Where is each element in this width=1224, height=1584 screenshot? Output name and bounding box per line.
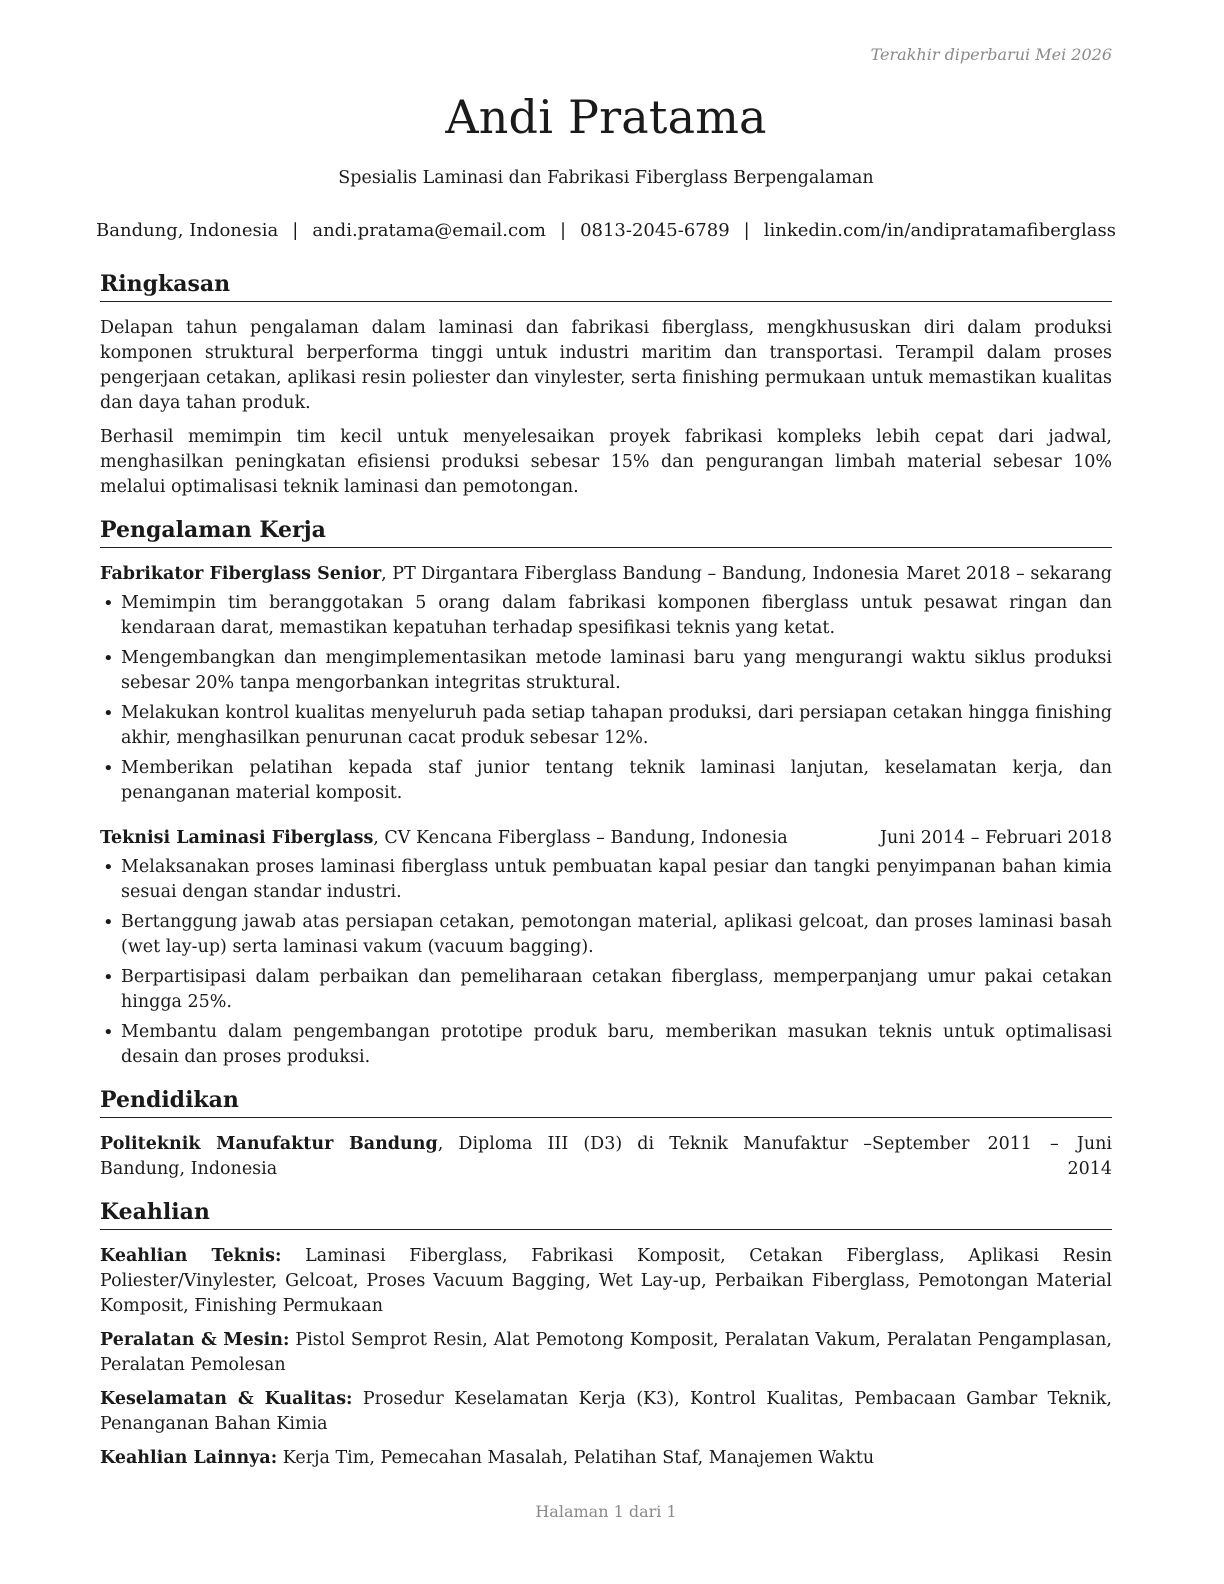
summary-section — [100, 268, 1112, 500]
section-heading: Pengalaman Kerja — [100, 514, 1112, 548]
experience-section — [100, 514, 1112, 1070]
section-heading: Pendidikan — [100, 1084, 1112, 1118]
contact-linkedin[interactable]: linkedin.com/in/andipratamafiberglass — [763, 220, 1116, 241]
contact-phone[interactable]: 0813-2045-6789 — [580, 220, 730, 241]
candidate-name: Andi Pratama — [445, 90, 767, 144]
job-header — [100, 562, 1112, 587]
job-bullet: • Melaksanakan proses laminasi fiberglass untuk pembuatan kapal pesiar dan tangki penyimpanan bahan kimia sesuai dengan standar industri. — [100, 855, 1112, 905]
job-role — [100, 562, 899, 587]
job-bullet: • Mengembangkan dan mengimplementasikan metode laminasi baru yang mengurangi waktu siklus produksi sebesar 20% tanpa mengorbankan integritas struktural. — [100, 646, 1112, 696]
job-title: Fabrikator Fiberglass Senior — [100, 564, 382, 584]
job-dates: Maret 2018 – sekarang — [906, 564, 1112, 584]
page-number: Halaman 1 dari 1 — [535, 1502, 677, 1521]
skill-list: Kerja Tim, Pemecahan Masalah, Pelatihan Staf, Manajemen Waktu — [277, 1448, 875, 1468]
job-bullets — [100, 591, 1112, 806]
job-header — [100, 826, 1112, 851]
contact-line — [0, 220, 1212, 241]
section-heading: Ringkasan — [100, 268, 1112, 302]
job-title: Teknisi Laminasi Fiberglass — [100, 828, 374, 848]
contact-separator: | — [559, 220, 567, 241]
skill-label: Peralatan & Mesin: — [100, 1330, 290, 1350]
skill-list: Pistol Semprot Resin, Alat Pemotong Komposit, Peralatan Vakum, Peralatan Pengamplasan, Peralatan Pemolesan — [100, 1330, 1112, 1375]
job-bullet: • Bertanggung jawab atas persiapan cetakan, pemotongan material, aplikasi gelcoat, dan proses laminasi basah (wet lay-up) serta laminasi vakum (vacuum bagging). — [100, 910, 1112, 960]
education-dates-line1: September 2011 – Juni — [872, 1134, 1112, 1154]
skill-group — [100, 1328, 1112, 1378]
skill-group — [100, 1446, 1112, 1471]
contact-email[interactable]: andi.pratama@email.com — [312, 220, 546, 241]
last-updated: Terakhir diperbarui Mei 2026 — [870, 45, 1112, 64]
summary-paragraph: Delapan tahun pengalaman dalam laminasi dan fabrikasi fiberglass, mengkhususkan diri dalam produksi komponen struktural berperforma tinggi untuk industri maritim dan transportasi. Terampil dalam proses pengerjaan cetakan, aplikasi resin poliester dan vinylester, serta finishing permukaan untuk memastikan kualitas dan daya tahan produk. — [100, 318, 1112, 413]
education-dates — [872, 1132, 1112, 1182]
job-bullet: • Berpartisipasi dalam perbaikan dan pemeliharaan cetakan fiberglass, memperpanjang umur pakai cetakan hingga 25%. — [100, 965, 1112, 1015]
job-org: , PT Dirgantara Fiberglass Bandung – Bandung, Indonesia — [381, 564, 900, 584]
job-bullet: • Memberikan pelatihan kepada staf junior tentang teknik laminasi lanjutan, keselamatan kerja, dan penanganan material komposit. — [100, 756, 1112, 806]
contact-separator: | — [743, 220, 750, 241]
job-bullet: • Melakukan kontrol kualitas menyeluruh pada setiap tahapan produksi, dari persiapan cetakan hingga finishing akhir, menghasilkan penurunan cacat produk sebesar 12%. — [100, 701, 1112, 751]
job-dates: Juni 2014 – Februari 2018 — [879, 828, 1112, 848]
job-org: , CV Kencana Fiberglass – Bandung, Indonesia — [373, 828, 788, 848]
contact-location: Bandung, Indonesia — [96, 220, 279, 241]
skill-label: Keselamatan & Kualitas: — [100, 1389, 353, 1409]
skill-label: Keahlian Teknis: — [100, 1246, 282, 1266]
skills-section — [100, 1196, 1112, 1471]
skill-group — [100, 1244, 1112, 1319]
section-heading: Keahlian — [100, 1196, 1112, 1230]
job-bullet: • Memimpin tim beranggotakan 5 orang dalam fabrikasi komponen fiberglass untuk pesawat ringan dan kendaraan darat, memastikan kepatuhan terhadap spesifikasi teknis yang ketat. — [100, 591, 1112, 641]
skill-group — [100, 1387, 1112, 1437]
education-section — [100, 1084, 1112, 1182]
skill-list: Prosedur Keselamatan Kerja (K3), Kontrol Kualitas, Pembacaan Gambar Teknik, Penanganan Bahan Kimia — [100, 1389, 1112, 1434]
job-entry — [100, 562, 1112, 806]
education-detail — [100, 1132, 872, 1182]
summary-paragraph: Berhasil memimpin tim kecil untuk menyelesaikan proyek fabrikasi kompleks lebih cepat dari jadwal, menghasilkan peningkatan efisiensi produksi sebesar 15% dan pengurangan limbah material sebesar 10% melalui optimalisasi teknik laminasi dan pemotongan. — [100, 427, 1112, 497]
school-name: Politeknik Manufaktur Bandung — [100, 1134, 438, 1154]
degree-detail: , Diploma III (D3) di Teknik Manufaktur – Bandung, Indonesia — [100, 1134, 872, 1179]
skill-label: Keahlian Lainnya: — [100, 1448, 278, 1468]
job-bullets — [100, 855, 1112, 1070]
job-bullet: • Membantu dalam pengembangan prototipe produk baru, memberikan masukan teknis untuk optimalisasi desain dan proses produksi. — [100, 1020, 1112, 1070]
contact-separator: | — [292, 220, 299, 241]
resume-body — [100, 268, 1112, 1485]
candidate-subtitle: Spesialis Laminasi dan Fabrikasi Fiberglass Berpengalaman — [338, 168, 874, 188]
job-role — [100, 826, 788, 851]
job-entry — [100, 826, 1112, 1070]
education-entry — [100, 1132, 1112, 1182]
education-dates-line2: 2014 — [1067, 1159, 1112, 1179]
skill-list: Laminasi Fiberglass, Fabrikasi Komposit, Cetakan Fiberglass, Aplikasi Resin Poliester/Vinylester, Gelcoat, Proses Vacuum Bagging, Wet Lay-up, Perbaikan Fiberglass, Pemotongan Material Komposit, Finishing Permukaan — [100, 1246, 1112, 1316]
